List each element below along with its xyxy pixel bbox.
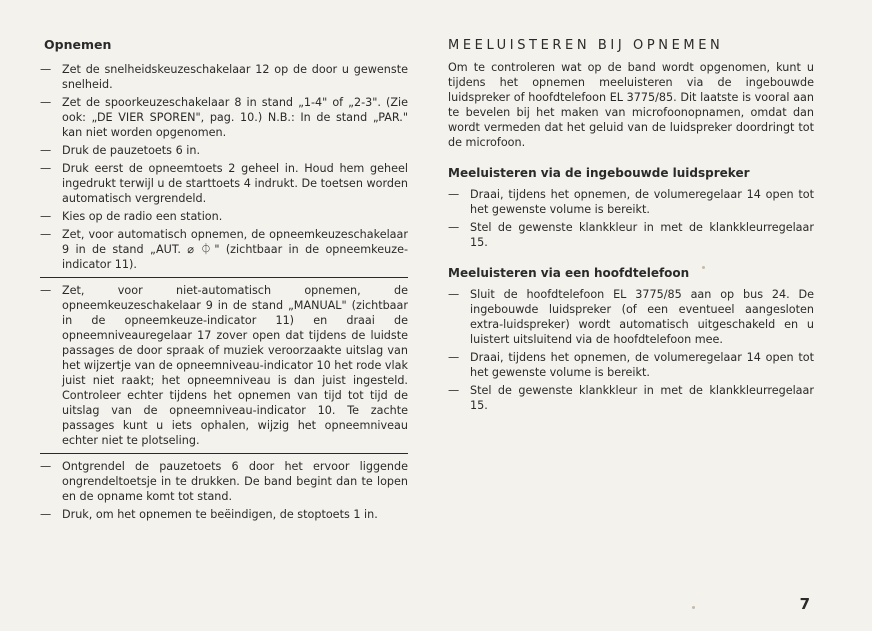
list-item (448, 187, 814, 217)
item-text: Sluit de hoofdtelefoon EL 3775/85 aan op bus 24. De ingebouwde luidspreker (of een eventueel aangesloten extra-luidspreker) wordt automatisch uitgeschakeld en u luistert uitsluitend via de hoofdtelefoon mee. (470, 288, 814, 346)
subheading-ingebouwde-luidspreker: Meeluisteren via de ingebouwde luidspreker (448, 166, 750, 180)
item-text: Zet, voor niet-automatisch opnemen, de opneemkeuzeschakelaar 9 in de stand „MANUAL" (zichtbaar in de opneemkeuze-indicator 11) en draai de opneemniveauregelaar 17 zover open dat tijdens de luidste passages de door spraak of muziek veroorzaakte uitslag van het wijzertje van de opneemniveau-indicator 10 het rode vlak juist niet raakt; het opneemniveau is dan juist ingesteld. Controleer echter tijdens het opnemen van tijd tot tijd de uitslag van de opneemniveau-indicator 10. Te zachte passages kunt u iets ophalen, wijzig het opneemniveau echter niet te plotseling. (62, 284, 408, 447)
paper-speck (702, 266, 705, 269)
item-text: Stel de gewenste klankkleur in met de klankkleurregelaar 15. (470, 384, 814, 412)
list-item (448, 220, 814, 250)
step-list-2 (40, 283, 408, 448)
item-text: Draai, tijdens het opnemen, de volumeregelaar 14 open tot het gewenste volume is bereikt. (470, 351, 814, 379)
dash-bullet: — (448, 288, 460, 301)
section-heading-meeluisteren: MEELUISTEREN BIJ OPNEMEN (448, 38, 724, 53)
divider-rule (40, 453, 408, 454)
dash-bullet: — (40, 162, 52, 175)
list-item (40, 62, 408, 92)
step-list-luidspreker (448, 187, 814, 250)
item-text: Druk, om het opnemen te beëindigen, de stoptoets 1 in. (62, 508, 378, 521)
item-text: Draai, tijdens het opnemen, de volumeregelaar 14 open tot het gewenste volume is bereikt. (470, 188, 814, 216)
dash-bullet: — (40, 508, 52, 521)
item-text: Ontgrendel de pauzetoets 6 door het ervoor liggende ongrendeltoetsje in te drukken. De band begint dan te lopen en de opname komt tot stand. (62, 460, 408, 503)
dash-bullet: — (40, 228, 52, 241)
list-item (40, 143, 408, 158)
item-text: Zet de snelheidskeuzeschakelaar 12 op de door u gewenste snelheid. (62, 63, 408, 91)
list-item (40, 209, 408, 224)
list-item (448, 383, 814, 413)
dash-bullet: — (40, 96, 52, 109)
dash-bullet: — (40, 284, 52, 297)
list-item (448, 287, 814, 347)
dash-bullet: — (40, 63, 52, 76)
list-item (40, 161, 408, 206)
step-list-hoofdtelefoon (448, 287, 814, 413)
dash-bullet: — (448, 384, 460, 397)
list-item (40, 283, 408, 448)
left-column (40, 38, 408, 525)
item-text: Zet de spoorkeuzeschakelaar 8 in stand „1-4" of „2-3". (Zie ook: „DE VIER SPOREN", pag. 10.) N.B.: In de stand „PAR." kan niet worden opgenomen. (62, 96, 408, 139)
dash-bullet: — (448, 221, 460, 234)
subheading-hoofdtelefoon: Meeluisteren via een hoofdtelefoon (448, 266, 690, 280)
list-item (448, 350, 814, 380)
item-text: Kies op de radio een station. (62, 210, 223, 223)
list-item (40, 95, 408, 140)
dash-bullet: — (40, 210, 52, 223)
paper-speck (692, 606, 695, 609)
divider-rule (40, 277, 408, 278)
page-number: 7 (799, 595, 810, 613)
list-item (40, 227, 408, 272)
step-list-3 (40, 459, 408, 522)
list-item (40, 507, 408, 522)
item-text: Stel de gewenste klankkleur in met de klankkleurregelaar 15. (470, 221, 814, 249)
item-text: Druk eerst de opneemtoets 2 geheel in. Houd hem geheel ingedrukt terwijl u de starttoets 4 indrukt. De toetsen worden automatisch vergrendeld. (62, 162, 408, 205)
dash-bullet: — (40, 460, 52, 473)
right-column (448, 38, 814, 416)
dash-bullet: — (448, 351, 460, 364)
dash-bullet: — (448, 188, 460, 201)
dash-bullet: — (40, 144, 52, 157)
step-list-1 (40, 62, 408, 272)
item-text: Zet, voor automatisch opnemen, de opneemkeuzeschakelaar 9 in de stand „AUT. ⌀ ⏀" (zichtbaar in de opneemkeuze-indicator 11). (62, 228, 408, 271)
item-text: Druk de pauzetoets 6 in. (62, 144, 200, 157)
list-item (40, 459, 408, 504)
section-heading-opnemen: Opnemen (44, 37, 112, 52)
intro-paragraph: Om te controleren wat op de band wordt opgenomen, kunt u tijdens het opnemen meeluisteren via de ingebouwde luidspreker of hoofdtelefoon EL 3775/85. Dit laatste is vooral aan te bevelen bij het maken van microfoonopnamen, omdat dan wordt vermeden dat het geluid van de luidspreker doordringt tot de microfoon. (448, 61, 814, 149)
